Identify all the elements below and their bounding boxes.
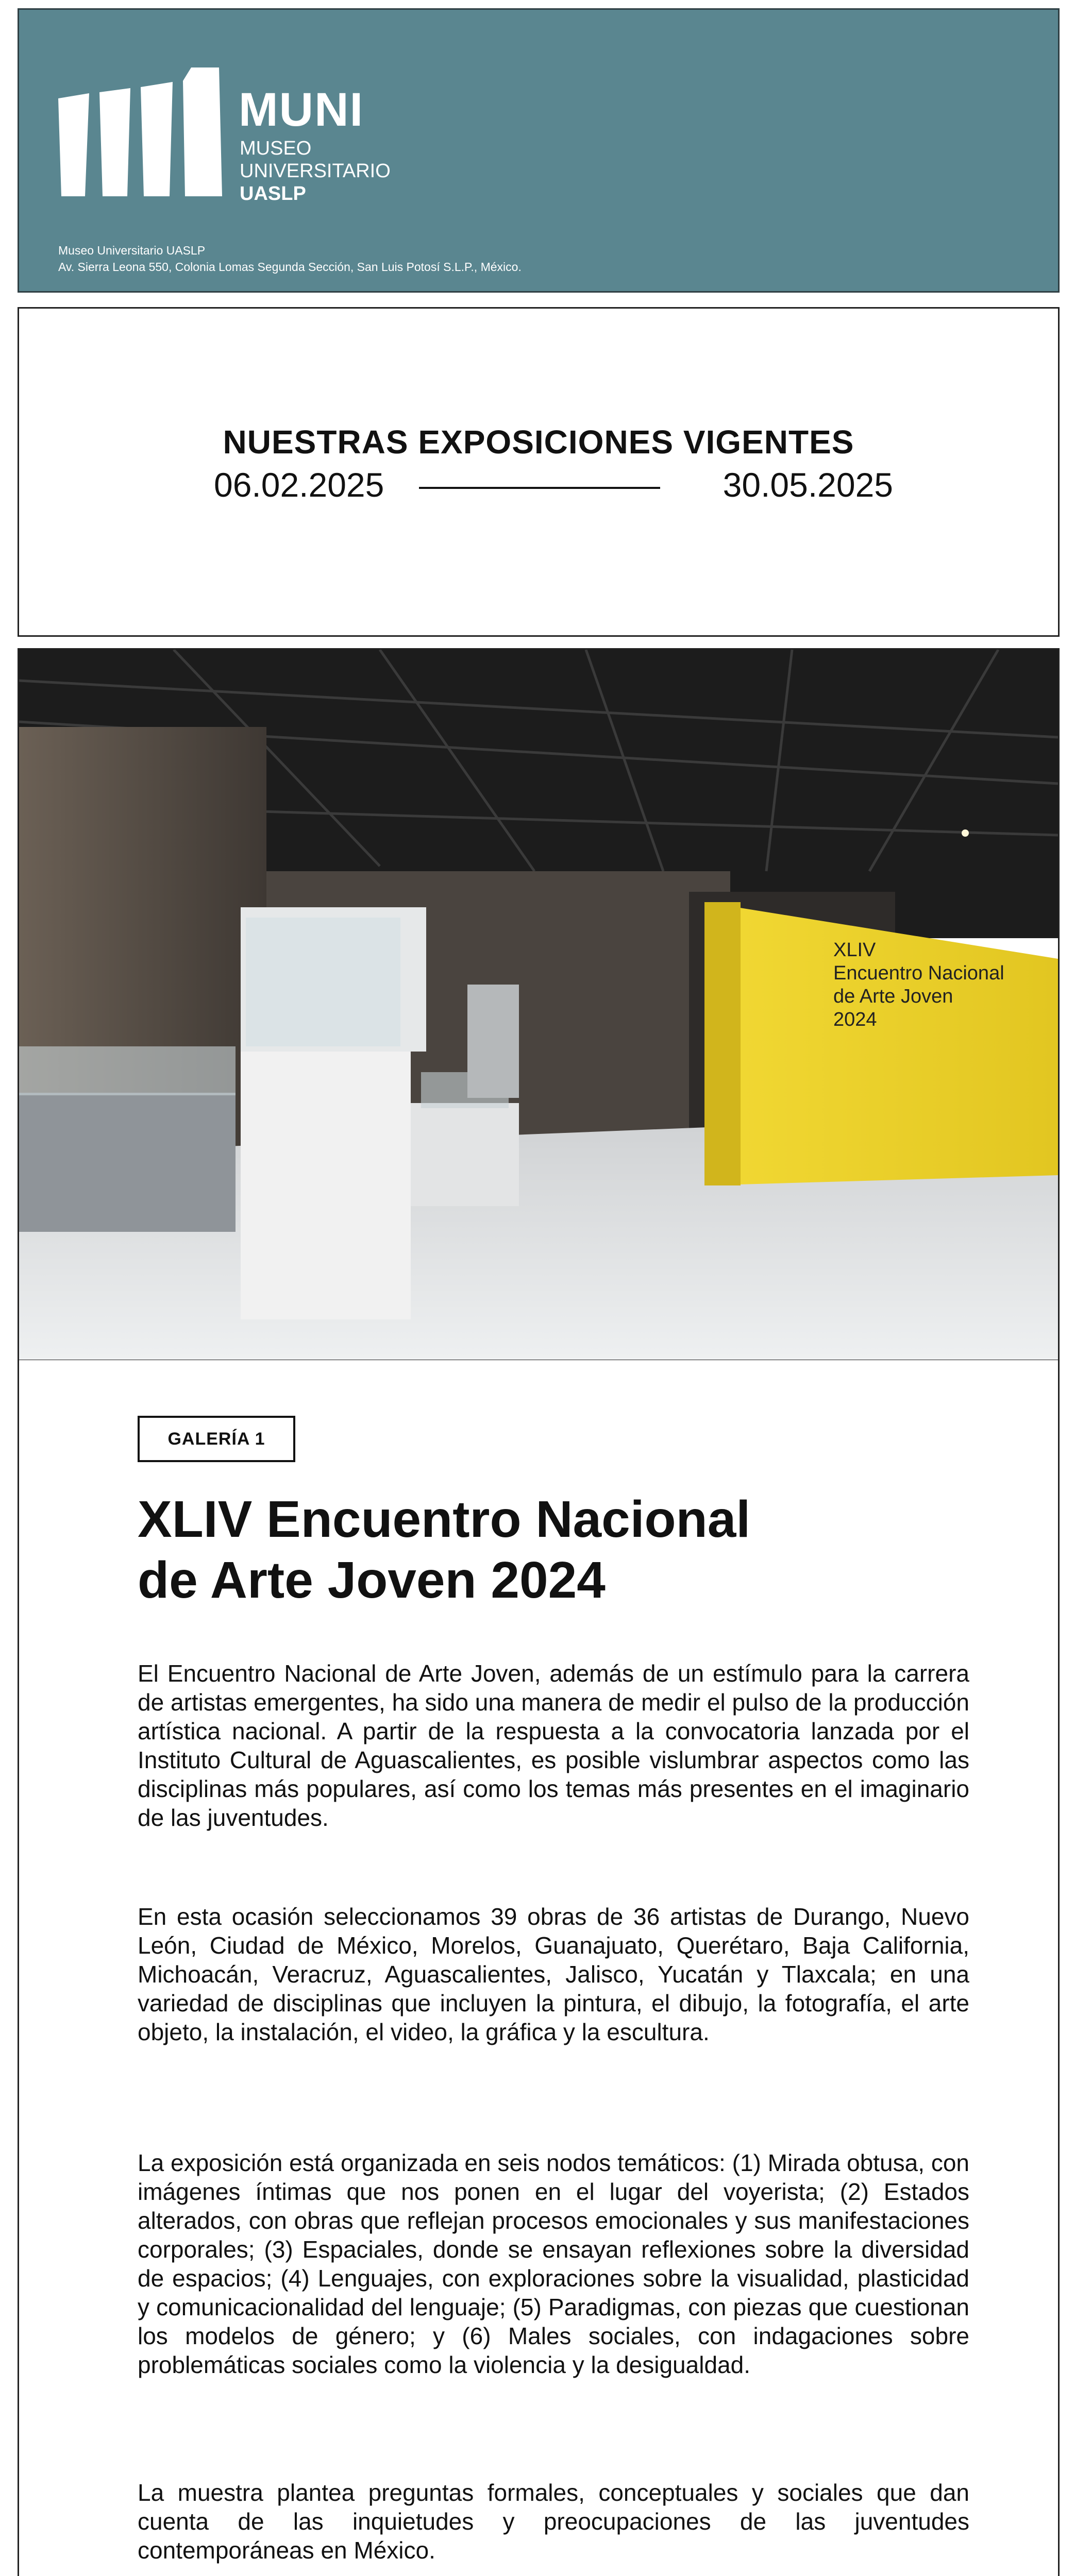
paragraph-2: En esta ocasión seleccionamos 39 obras de 36 artistas de Durango, Nuevo León, Ciudad de México, Morelos, Guanajuato, Querétaro, Baja California, Michoacán, Veracruz, Aguascalientes, Jalisco, Yucatán y Tlaxcala; en una variedad de disciplinas que incluyen la pintura, el dibujo, la fotografía, el arte objeto, la instalación, el video, la gráfica y la escultura.	[138, 1903, 969, 2045]
museum-header	[18, 8, 1060, 293]
logo-line-uaslp: UASLP	[240, 183, 306, 205]
wall-text-line-3: de Arte Joven	[833, 986, 953, 1007]
gallery-badge: GALERÍA 1	[138, 1416, 295, 1462]
date-range-line	[419, 487, 660, 489]
exhibition-title	[138, 1489, 750, 1611]
end-date: 30.05.2025	[723, 466, 893, 504]
wall-text-line-1: XLIV	[833, 939, 876, 961]
exhibition-title-line-1: XLIV Encuentro Nacional	[138, 1490, 751, 1548]
paragraph-3: La exposición está organizada en seis nodos temáticos: (1) Mirada obtusa, con imágenes íntimas que nos ponen en el lugar del voyerista; (2) Estados alterados, con obras que reflejan procesos emocionales y sus manifestaciones corporales; (3) Espaciales, donde se ensayan reflexiones sobre la diversidad de espacios; (4) Lenguajes, con exploraciones sobre la visualidad, plasticidad y comunicacionalidad del lenguaje; (5) Paradigmas, con piezas que cuestionan los modelos de género; y (6) Males sociales, con indagaciones sobre problemáticas sociales como la violencia y la desigualdad.	[138, 2149, 969, 2378]
wall-text-line-2: Encuentro Nacional	[833, 962, 1004, 984]
paragraph-1: El Encuentro Nacional de Arte Joven, además de un estímulo para la carrera de artistas emergentes, ha sido una manera de medir el pulso de la producción artística nacional. A partir de la respuesta a la convocatoria lanzada por el Instituto Cultural de Aguascalientes, es posible vislumbrar aspectos como las disciplinas más populares, así como los temas más presentes en el imaginario de las juventudes.	[138, 1660, 969, 1831]
gallery-photo	[18, 648, 1060, 1361]
exhibition-text-panel	[18, 1360, 1060, 2576]
paragraph-4: La muestra plantea preguntas formales, conceptuales y sociales que dan cuenta de las inquietudes y preocupaciones de las juventudes contemporáneas en México.	[138, 2479, 969, 2564]
logo-name: MUNI	[239, 83, 364, 136]
exhibition-title-line-2: de Arte Joven 2024	[138, 1551, 606, 1609]
logo-line-museo: MUSEO	[240, 138, 312, 159]
start-date: 06.02.2025	[214, 466, 384, 504]
logo-line-universitario: UNIVERSITARIO	[240, 160, 391, 182]
address-line-1: Museo Universitario UASLP	[58, 244, 206, 257]
date-range	[197, 465, 902, 506]
exhibitions-dates-panel	[18, 307, 1060, 637]
muni-logo-bars-icon	[58, 67, 222, 196]
address-line-2: Av. Sierra Leona 550, Colonia Lomas Segunda Sección, San Luis Potosí S.L.P., México.	[58, 260, 522, 274]
wall-text-line-4: 2024	[833, 1009, 877, 1030]
exhibitions-heading: NUESTRAS EXPOSICIONES VIGENTES	[223, 423, 854, 461]
gallery-illustration	[19, 650, 1058, 1360]
